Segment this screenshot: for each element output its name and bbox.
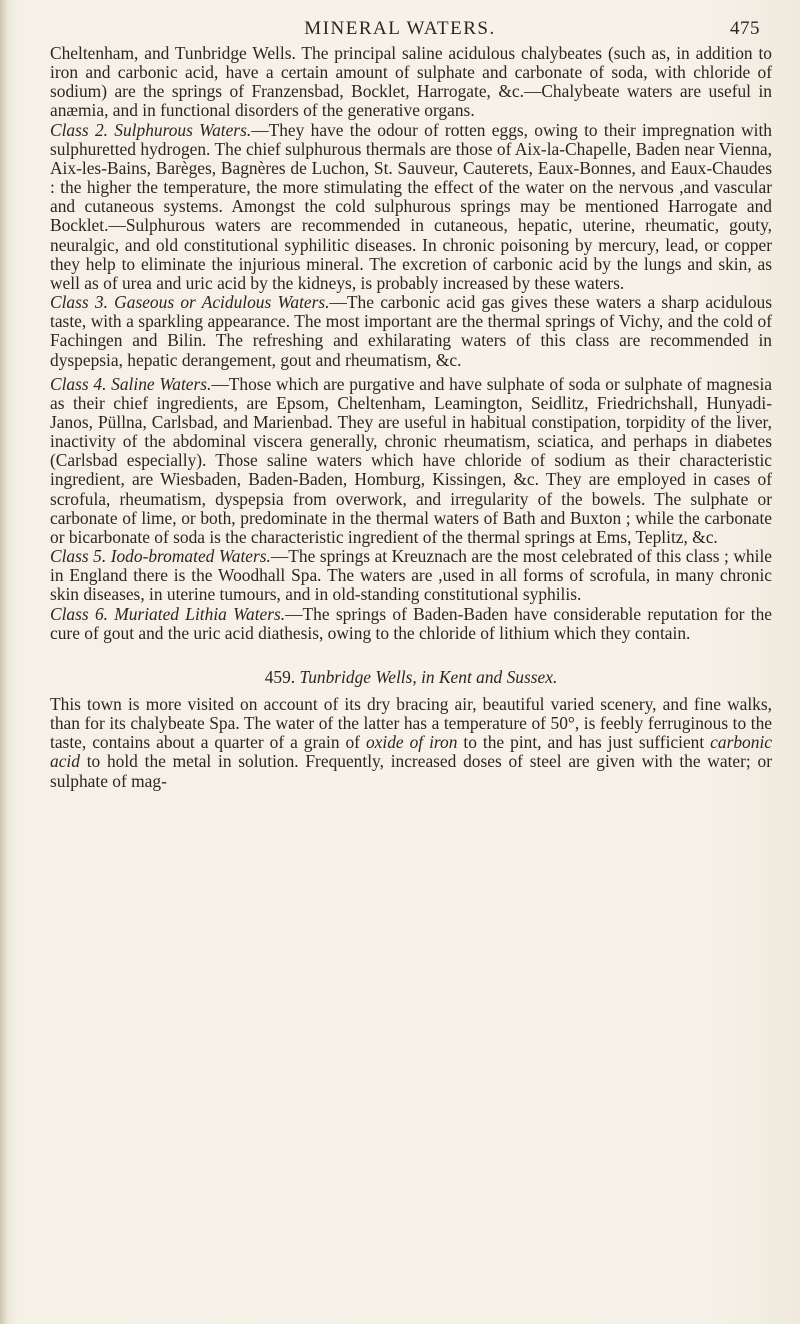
paragraph-class-5 [50,547,772,604]
paragraph-class-3 [50,293,772,370]
italic-term: carbonic acid [50,732,772,772]
paragraph-text: —They have the odour of rotten eggs, owing to their impregnation with sulphuretted hydrogen. The chief sulphurous thermals are those of Aix-la-Chapelle, Baden near Vienna, Aix-les-Bains, Barèges, Bagnères de Luchon, St. Sauveur, Cauterets, Eaux-Bonnes, and Eaux-Chaudes : the higher the temperature, the more stimulating the effect of the water on the nervous ,and vascular and cutaneous systems. Amongst the cold sulphurous springs may be mentioned Harrogate and Bocklet.—Sulphurous waters are recommended in cutaneous, hepatic, uterine, rheumatic, gouty, neuralgic, and old constitutional syphilitic diseases. In chronic poisoning by mercury, lead, or copper they help to eliminate the injurious mineral. The excretion of carbonic acid by the lungs and skin, as well as of urea and uric acid by the kidneys, is probably increased by these waters. [50,119,773,293]
paragraph-text: —The springs at Kreuznach are the most celebrated of this class ; while in England there is the Woodhall Spa. The waters are ,used in all forms of scrofula, in many chronic skin diseases, in uterine tumours, and in old-standing constitutional syphilis. [50,546,773,605]
paragraph-text: —Those which are purgative and have sulphate of soda or sulphate of magnesia as their chief ingredients, are Epsom, Cheltenham, Leamington, Seidlitz, Friedrichshall, Hunyadi-Janos, Püllna, Carlsbad, and Marienbad. They are useful in habitual constipation, torpidity of the liver, inactivity of the abdominal viscera generally, chronic rheumatism, sciatica, and perhaps in diabetes (Carlsbad especially). Those saline waters which have chloride of sodium as their characteristic ingredient, are Wiesbaden, Baden-Baden, Homburg, Kissingen, &c. They are employed in cases of scrofula, rheumatism, dyspepsia from overwork, and irregularity of the bowels. The sulphate or carbonate of lime, or both, predominate in the thermal waters of Bath and Buxton ; while the carbonate or bicarbonate of soda is the characteristic ingredient of the thermal springs at Ems, Teplitz, &c. [50,373,772,547]
running-head [0,4,800,44]
class-label: Class 4. Saline Waters. [50,373,212,394]
italic-term: oxide of iron [365,732,458,753]
page-number: 475 [730,18,760,39]
paragraph-class-6 [50,605,772,643]
paragraph-class-2 [50,121,772,293]
paragraph-class-4 [50,375,772,547]
paragraph-chalybeate-continued [50,44,772,121]
paragraph-text: to the pint, and has just sufficient [457,732,711,753]
section-heading [50,668,772,687]
page-body [50,44,772,791]
section-title: Tunbridge Wells, in Kent and Sussex. [299,666,558,687]
paragraph-text: —The springs of Baden-Baden have considerable reputation for the cure of gout and the uric acid diathesis, owing to the chloride of lithium which they contain. [50,603,772,643]
page-gutter-shadow [0,0,8,1324]
section-number: 459. [264,666,296,687]
paragraph-tunbridge-wells [50,695,772,791]
class-label: Class 3. Gaseous or Acidulous Waters. [50,292,330,313]
paragraph-text: Cheltenham, and Tunbridge Wells. The principal saline acidulous chalybeates (such as, in addition to iron and carbonic acid, have a certain amount of sulphate and carbonate of soda, with chloride of sodium) are the springs of Franzensbad, Bocklet, Harrogate, &c.—Chalybeate waters are useful in anæmia, and in functional disorders of the generative organs. [50,43,772,121]
class-label: Class 5. Iodo-bromated Waters. [50,546,271,567]
paragraph-text: —The carbonic acid gas gives these waters a sharp acidulous taste, with a sparkling appearance. The most important are the thermal springs of Vichy, and the cold of Fachingen and Bilin. The refreshing and exhilarating waters of this class are recommended in dyspepsia, hepatic derangement, gout and rheumatism, &c. [50,292,772,370]
paragraph-text: to hold the metal in solution. Frequently, increased doses of steel are given with the water; or sulphate of mag- [50,751,772,791]
running-head-title: MINERAL WATERS. [304,18,496,39]
class-label: Class 2. Sulphurous Waters. [50,119,252,140]
class-label: Class 6. Muriated Lithia Waters. [50,603,286,624]
paragraph-text: This town is more visited on account of its dry bracing air, beautiful varied scenery, and fine walks, than for its chalybeate Spa. The water of the latter has a temperature of 50°, is feebly ferruginous to the taste, contains about a quarter of a grain of [50,694,772,753]
